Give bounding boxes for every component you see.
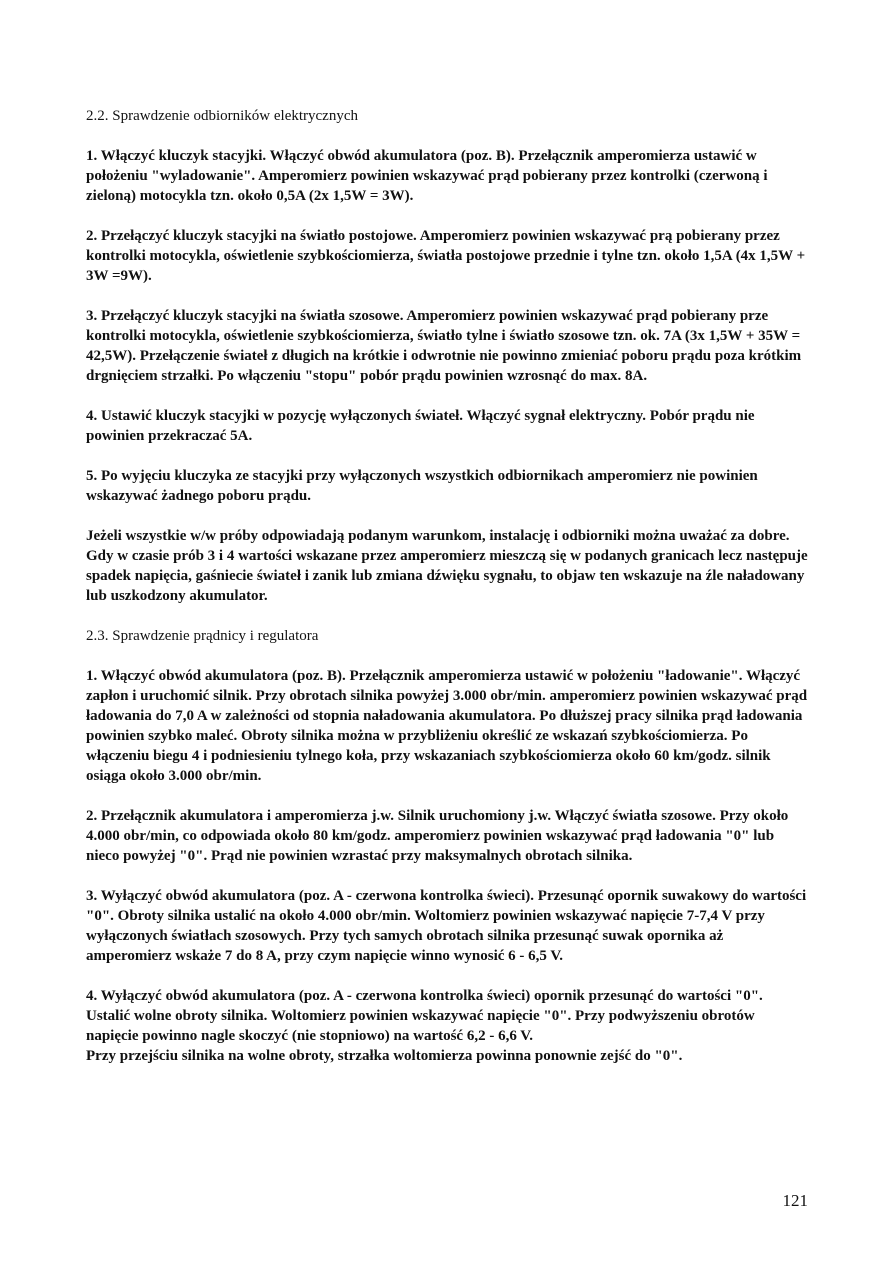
- paragraph: 4. Wyłączyć obwód akumulatora (poz. A - czerwona kontrolka świeci) opornik przesunąć do wartości "0". Ustalić wolne obroty silnika. Woltomierz powinien wskazywać napięcie "0". Przy podwyższeniu obrotów napięcie powinno nagle skoczyć (nie stopniowo) na wartość 6,2 - 6,6 V.: [86, 988, 763, 1044]
- paragraph: Przy przejściu silnika na wolne obroty, strzałka woltomierza powinna ponownie zejść do "0".: [86, 1048, 683, 1064]
- paragraph: Jeżeli wszystkie w/w próby odpowiadają podanym warunkom, instalację i odbiorniki można uważać za dobre.: [86, 528, 790, 544]
- paragraph: 1. Włączyć obwód akumulatora (poz. B). Przełącznik amperomierza ustawić w położeniu "ładowanie". Włączyć zapłon i uruchomić silnik. Przy obrotach silnika powyżej 3.000 obr/min. amperomierz powinien wskazywać prąd ładowania do 7,0 A w zależności od stopnia naładowania akumulatora. Po dłuższej pracy silnika prąd ładowania powinien szybko maleć. Obroty silnika można w przybliżeniu określić ze wskazań szybkościomierza. Po włączeniu biegu 4 i podniesieniu tylnego koła, przy wskazaniach szybkościomierza około 60 km/godz. silnik osiąga około 3.000 obr/min.: [86, 668, 808, 784]
- paragraph: 3. Wyłączyć obwód akumulatora (poz. A - czerwona kontrolka świeci). Przesunąć opornik suwakowy do wartości "0". Obroty silnika ustalić na około 4.000 obr/min. Woltomierz powinien wskazywać napięcie 7-7,4 V przy wyłączonych światłach szosowych. Przy tych samych obrotach silnika przesunąć suwak opornika aż amperomierz wskaże 7 do 8 A, przy czym napięcie winno wynosić 6 - 6,5 V.: [86, 888, 807, 964]
- paragraph: 2. Przełącznik akumulatora i amperomierza j.w. Silnik uruchomiony j.w. Włączyć światła szosowe. Przy około 4.000 obr/min, co odpowiada około 80 km/godz. amperomierz powinien wskazywać prąd ładowania "0" lub nieco powyżej "0". Prąd nie powinien wzrastać przy maksymalnych obrotach silnika.: [86, 808, 789, 864]
- page-number: 121: [782, 1191, 808, 1210]
- paragraph: 5. Po wyjęciu kluczyka ze stacyjki przy wyłączonych wszystkich odbiornikach amperomierz nie powinien wskazywać żadnego poboru prądu.: [86, 468, 758, 504]
- paragraph: 1. Włączyć kluczyk stacyjki. Włączyć obwód akumulatora (poz. B). Przełącznik amperomierza ustawić w położeniu "wyladowanie". Amperomierz powinien wskazywać prąd pobierany przez kontrolki (czerwoną i zieloną) motocykla tzn. około 0,5A (2x 1,5W = 3W).: [86, 148, 768, 204]
- section-heading: 2.3. Sprawdzenie prądnicy i regulatora: [86, 628, 319, 644]
- section-2-2: [86, 106, 808, 606]
- paragraph: 2. Przełączyć kluczyk stacyjki na światło postojowe. Amperomierz powinien wskazywać prą pobierany przez kontrolki motocykla, oświetlenie szybkościomierza, światła postojowe przednie i tylne tzn. około 1,5A (4x 1,5W + 3W =9W).: [86, 228, 806, 284]
- paragraph: 3. Przełączyć kluczyk stacyjki na światła szosowe. Amperomierz powinien wskazywać prąd pobierany prze kontrolki motocykla, oświetlenie szybkościomierza, światło tylne i światło szosowe tzn. ok. 7A (3x 1,5W + 35W = 42,5W). Przełączenie świateł z długich na krótkie i odwrotnie nie powinno zmieniać poboru prądu poza krótkim drgnięciem strzałki. Po włączeniu "stopu" pobór prądu powinien wzrosnąć do max. 8A.: [86, 308, 802, 384]
- section-heading: 2.2. Sprawdzenie odbiorników elektrycznych: [86, 108, 358, 124]
- section-2-3: [86, 626, 808, 1066]
- paragraph: Gdy w czasie prób 3 i 4 wartości wskazane przez amperomierz mieszczą się w podanych granicach lecz następuje spadek napięcia, gaśniecie świateł i zanik lub zmiana dźwięku sygnału, to objaw ten wskazuje na źle naładowany lub uszkodzony akumulator.: [86, 548, 808, 604]
- page-content: [86, 106, 808, 1066]
- paragraph: 4. Ustawić kluczyk stacyjki w pozycję wyłączonych świateł. Włączyć sygnał elektryczny. Pobór prądu nie powinien przekraczać 5A.: [86, 408, 755, 444]
